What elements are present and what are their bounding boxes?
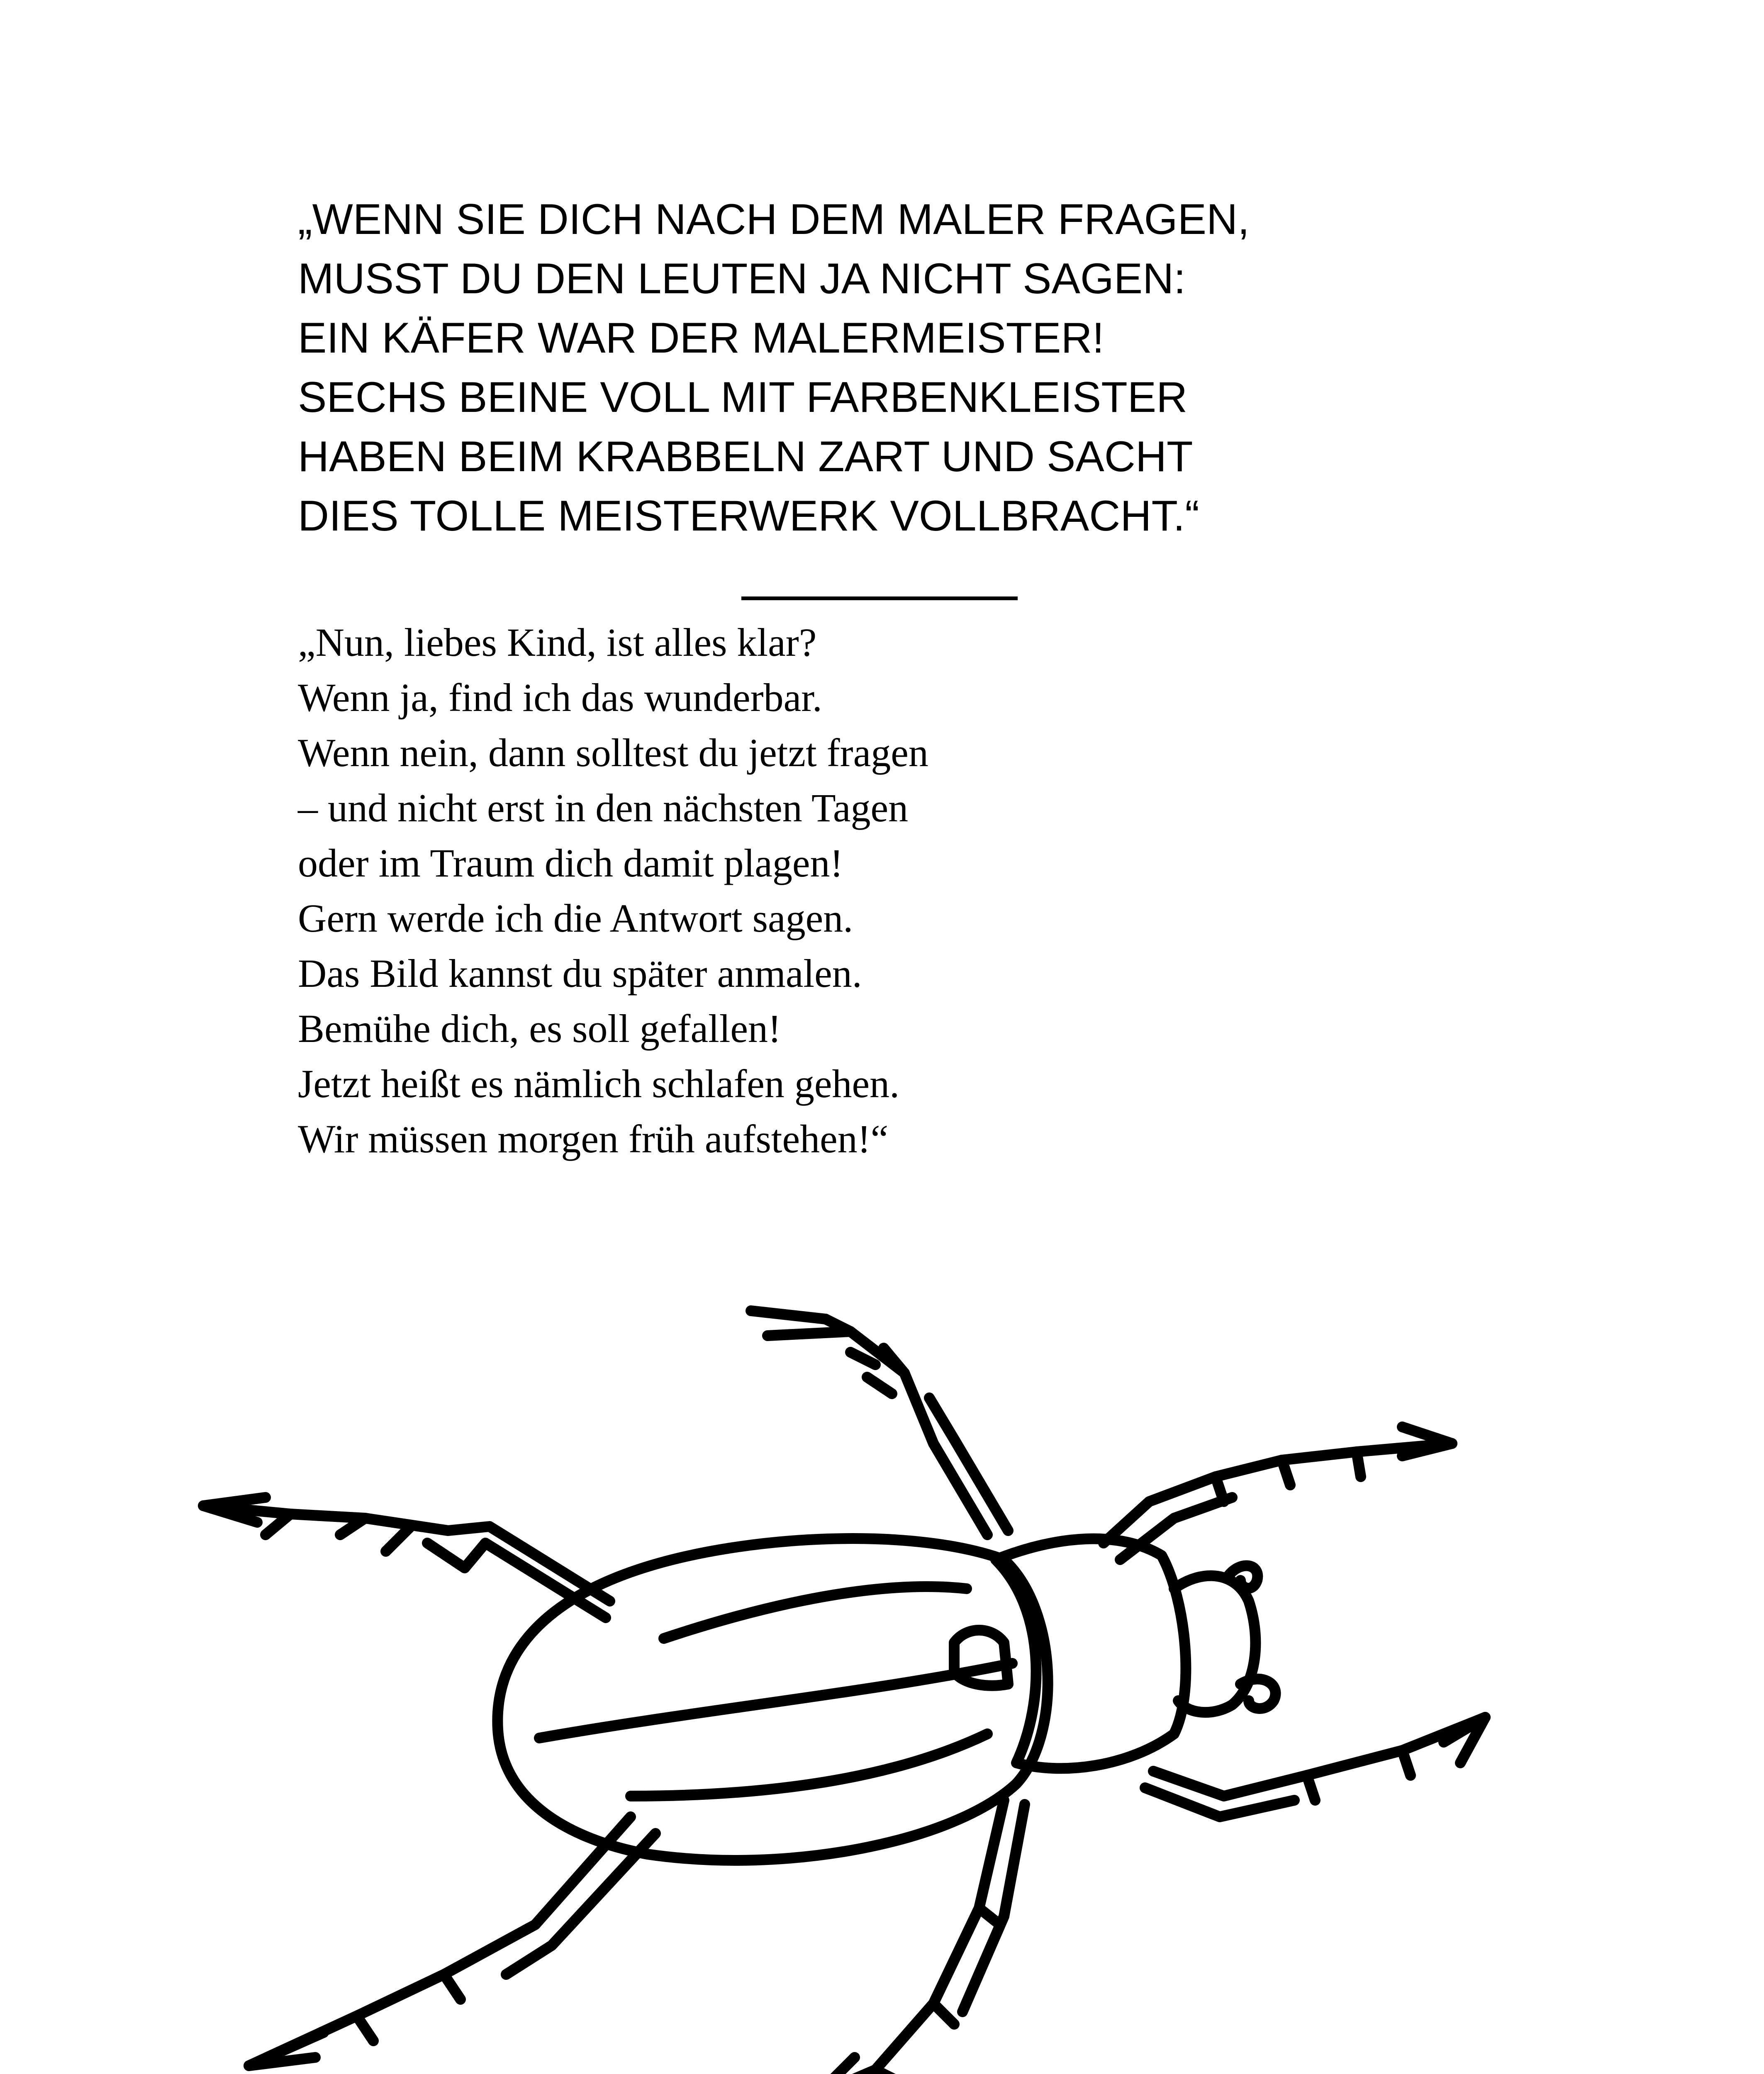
beetle-thorax [996, 1539, 1186, 1769]
beetle-wing-line [664, 1587, 967, 1638]
poem-line: MUSST DU DEN LEUTEN JA NICHT SAGEN: [298, 255, 1186, 303]
poem-line: DIES TOLLE MEISTERWERK VOLLBRACHT.“ [298, 492, 1200, 540]
poem-line: EIN KÄFER WAR DER MALERMEISTER! [298, 314, 1104, 362]
beetle-leg-spines [1307, 1717, 1485, 1800]
serif-poem [298, 615, 1542, 1166]
beetle-wing-line [631, 1734, 987, 1796]
poem-line: Bemühe dich, es soll gefallen! [298, 1006, 781, 1051]
beetle-wing-seam [539, 1663, 1012, 1738]
poem-line: Jetzt heißt es nämlich schlafen gehen. [298, 1061, 900, 1106]
poem-line: „Nun, liebes Kind, ist alles klar? [298, 620, 817, 665]
beetle-leg-spines [249, 1974, 460, 2066]
poem-line: SECHS BEINE VOLL MIT FARBENKLEISTER [298, 373, 1188, 421]
poem-line: Wenn ja, find ich das wunderbar. [298, 675, 822, 720]
poem-line: HABEN BEIM KRABBELN ZART UND SACHT [298, 433, 1193, 481]
beetle-leg [249, 1817, 631, 2066]
poem-line: – und nicht erst in den nächsten Tagen [298, 786, 909, 830]
poem-line: Wenn nein, dann solltest du jetzt fragen [298, 730, 928, 775]
poem-line: Das Bild kannst du später anmalen. [298, 951, 862, 996]
uppercase-poem [298, 190, 1584, 546]
beetle-drawing-icon [0, 1278, 1764, 2074]
poem-line: Gern werde ich die Antwort sagen. [298, 896, 853, 940]
beetle-thorax-plate [954, 1630, 1008, 1686]
beetle-leg [1153, 1717, 1485, 1796]
poem-line: Wir müssen morgen früh aufstehen!“ [298, 1117, 889, 1161]
section-divider [741, 596, 1018, 600]
poem-line: „WENN SIE DICH NACH DEM MALER FRAGEN, [298, 195, 1250, 243]
beetle-leg-spines [751, 1311, 904, 1394]
poem-line: oder im Traum dich damit plagen! [298, 841, 843, 885]
